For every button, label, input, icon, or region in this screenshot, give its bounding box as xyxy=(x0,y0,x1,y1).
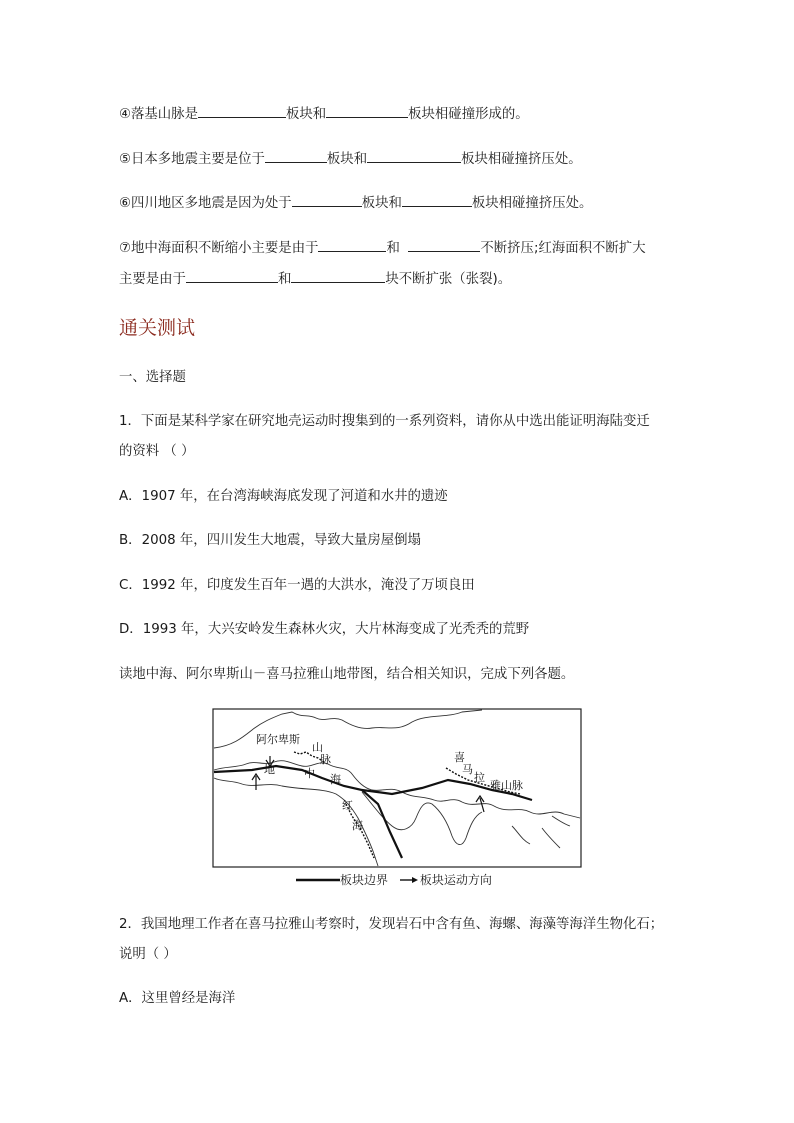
map-label-himalaya: 雅山脉 xyxy=(490,779,523,792)
q5-blank-1[interactable] xyxy=(265,148,327,163)
q7-blank-1[interactable] xyxy=(318,237,386,252)
map-label-hai2: 海 xyxy=(352,819,363,832)
q2-stem-line1: 2．我国地理工作者在喜马拉雅山考察时，发现岩石中含有鱼、海螺、海藻等海洋生物化石； xyxy=(119,917,664,932)
q4-text-b: 板块和 xyxy=(285,107,327,122)
map-label-zhong: 中 xyxy=(304,767,315,780)
q7-blank-2[interactable] xyxy=(408,237,480,252)
section-subtitle: 一、选择题 xyxy=(119,370,186,385)
q2-stem-line2: 说明（ ） xyxy=(119,947,177,962)
q1-stem-line1: 1．下面是某科学家在研究地壳运动时搜集到的一系列资料，请你从中选出能证明海陆变迁 xyxy=(119,414,650,429)
fill-question-7 xyxy=(119,237,646,258)
fill-question-5 xyxy=(119,148,582,169)
q7b-text-b: 和 xyxy=(277,272,292,287)
q5-blank-2[interactable] xyxy=(367,148,461,163)
q4-blank-2[interactable] xyxy=(326,103,408,118)
map-label-xi: 喜 xyxy=(454,751,465,764)
q5-text-a: ⑤日本多地震主要是位于 xyxy=(119,152,265,167)
fill-question-4 xyxy=(119,103,529,124)
q7b-text-a: 主要是由于 xyxy=(119,272,186,287)
q6-blank-2[interactable] xyxy=(402,192,472,207)
q5-text-c: 板块相碰撞挤压处。 xyxy=(461,152,582,167)
arrow-right-icon xyxy=(400,876,420,884)
map-legend xyxy=(296,872,500,888)
q1-stem-line2: 的资料 （ ） xyxy=(119,444,195,459)
q7b-blank-1[interactable] xyxy=(186,268,278,283)
map-label-ma: 马 xyxy=(462,763,473,776)
q6-text-b: 板块和 xyxy=(361,196,402,211)
map-label-di: 地 xyxy=(264,763,275,776)
boundary-line-icon xyxy=(296,876,340,884)
fill-question-6 xyxy=(119,192,592,213)
q1-option-d[interactable]: D．1993 年，大兴安岭发生森林火灾，大片林海变成了光秃秃的荒野 xyxy=(119,622,530,637)
map-intro: 读地中海、阿尔卑斯山－喜马拉雅山地带图，结合相关知识，完成下列各题。 xyxy=(119,667,575,682)
q6-text-a: ⑥四川地区多地震是因为处于 xyxy=(119,196,292,211)
map-label-hai: 海 xyxy=(330,773,341,786)
q4-text-c: 板块相碰撞形成的。 xyxy=(408,107,529,122)
q7-text-c: 不断挤压;红海面积不断扩大 xyxy=(480,241,646,256)
fill-question-7-cont xyxy=(119,268,511,289)
q4-text-a: ④落基山脉是 xyxy=(119,107,198,122)
q7b-text-c: 块不断扩张（张裂)。 xyxy=(385,272,512,287)
legend-direction xyxy=(400,872,492,888)
legend-boundary-label: 板块边界 xyxy=(340,873,389,887)
q1-option-b[interactable]: B．2008 年，四川发生大地震，导致大量房屋倒塌 xyxy=(119,533,421,548)
map-drawing xyxy=(212,708,582,868)
map-label-mai: 脉 xyxy=(320,753,331,766)
section-title: 通关测试 xyxy=(119,317,196,339)
q7-text-b: 和 xyxy=(386,241,400,256)
map-figure xyxy=(212,708,582,868)
q6-text-c: 板块相碰撞挤压处。 xyxy=(471,196,593,211)
legend-boundary xyxy=(296,872,388,888)
legend-direction-label: 板块运动方向 xyxy=(419,873,492,887)
q1-option-c[interactable]: C．1992 年，印度发生百年一遇的大洪水，淹没了万顷良田 xyxy=(119,578,475,593)
map-label-la: 拉 xyxy=(474,771,485,784)
q5-text-b: 板块和 xyxy=(326,152,368,167)
map-label-alps: 阿尔卑斯 xyxy=(256,733,300,746)
q2-option-a[interactable]: A．这里曾经是海洋 xyxy=(119,991,236,1006)
q1-option-a[interactable]: A．1907 年，在台湾海峡海底发现了河道和水井的遗迹 xyxy=(119,489,448,504)
q4-blank-1[interactable] xyxy=(198,103,286,118)
q7b-blank-2[interactable] xyxy=(291,268,385,283)
q6-blank-1[interactable] xyxy=(292,192,362,207)
map-label-shan: 山 xyxy=(312,741,323,754)
q7-text-a: ⑦地中海面积不断缩小主要是由于 xyxy=(119,241,319,256)
map-label-hong: 红 xyxy=(342,799,353,812)
